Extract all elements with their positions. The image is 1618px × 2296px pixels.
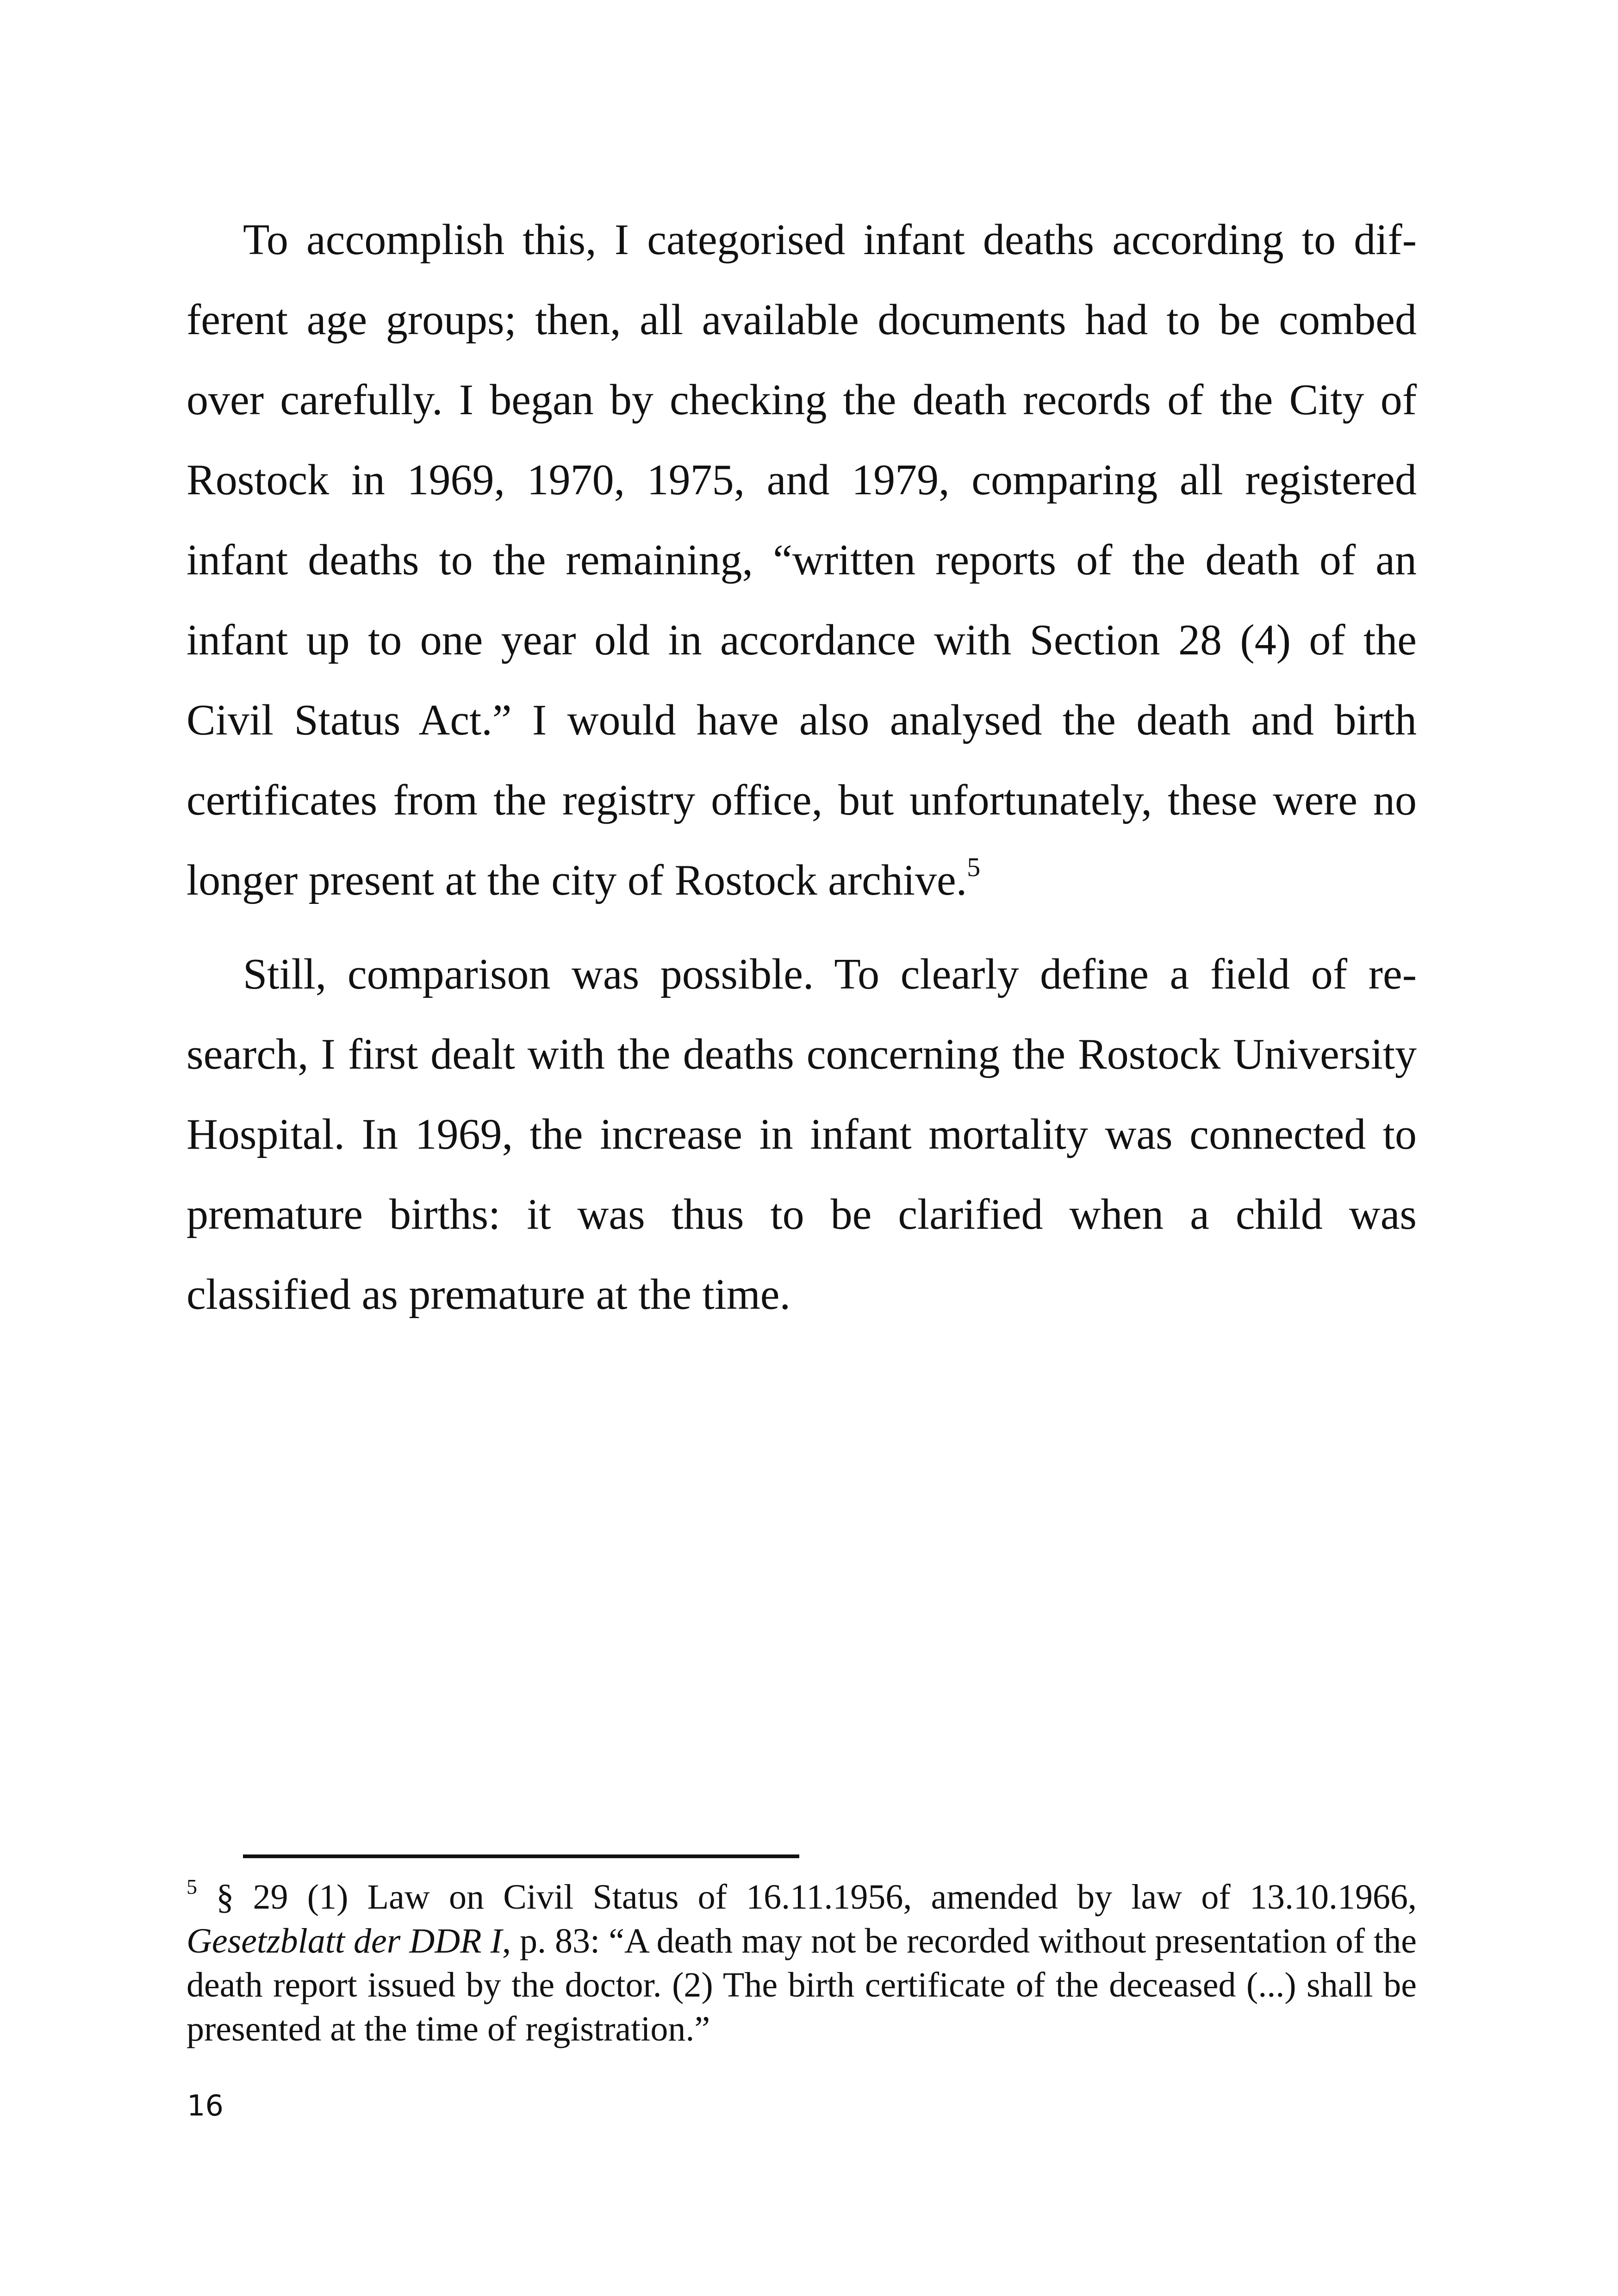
footnote-text-start: § 29 (1) Law on Civil Status of 16.11.1956, amended by law of 13.10.1966,	[197, 1878, 1417, 1916]
footnote-5	[187, 1875, 1417, 2051]
footnote-reference-5[interactable]: 5	[967, 852, 981, 882]
footnote-separator	[243, 1854, 799, 1858]
paragraph-1	[187, 200, 1417, 921]
footnote-publication-title: Gesetzblatt der DDR I	[187, 1922, 502, 1960]
footnote-text-end: , p. 83: “A death may not be recorded without presentation of the death report issued by the doctor. (2) The birth certificate of the deceased (...) shall be presented at the time of registration.”	[187, 1922, 1417, 2048]
main-text	[187, 200, 1417, 1335]
page-number: 16	[187, 2089, 224, 2122]
paragraph-2	[187, 934, 1417, 1335]
paragraph-1-text: To accomplish this, I categorised infant deaths according to different age groups; then, all available documents had to be combed over carefully. I began by checking the death records of the City of Rostock in 1969, 1970, 1975, and 1979, comparing all registered infant deaths to the remaining, “written reports of the death of an infant up to one year old in accordance with Section 28 (4) of the Civil Status Act.” I would have also analysed the death and birth certificates from the registry office, but unfortunately, these were no longer present at the city of Rostock archive.	[187, 216, 1417, 904]
paragraph-2-text: Still, comparison was possible. To clearly define a field of research, I first dealt with the deaths concerning the Rostock University Hospital. In 1969, the increase in infant mortality was connected to premature births: it was thus to be clarified when a child was classified as premature at the time.	[187, 950, 1417, 1319]
footnote-marker: 5	[187, 1875, 197, 1898]
